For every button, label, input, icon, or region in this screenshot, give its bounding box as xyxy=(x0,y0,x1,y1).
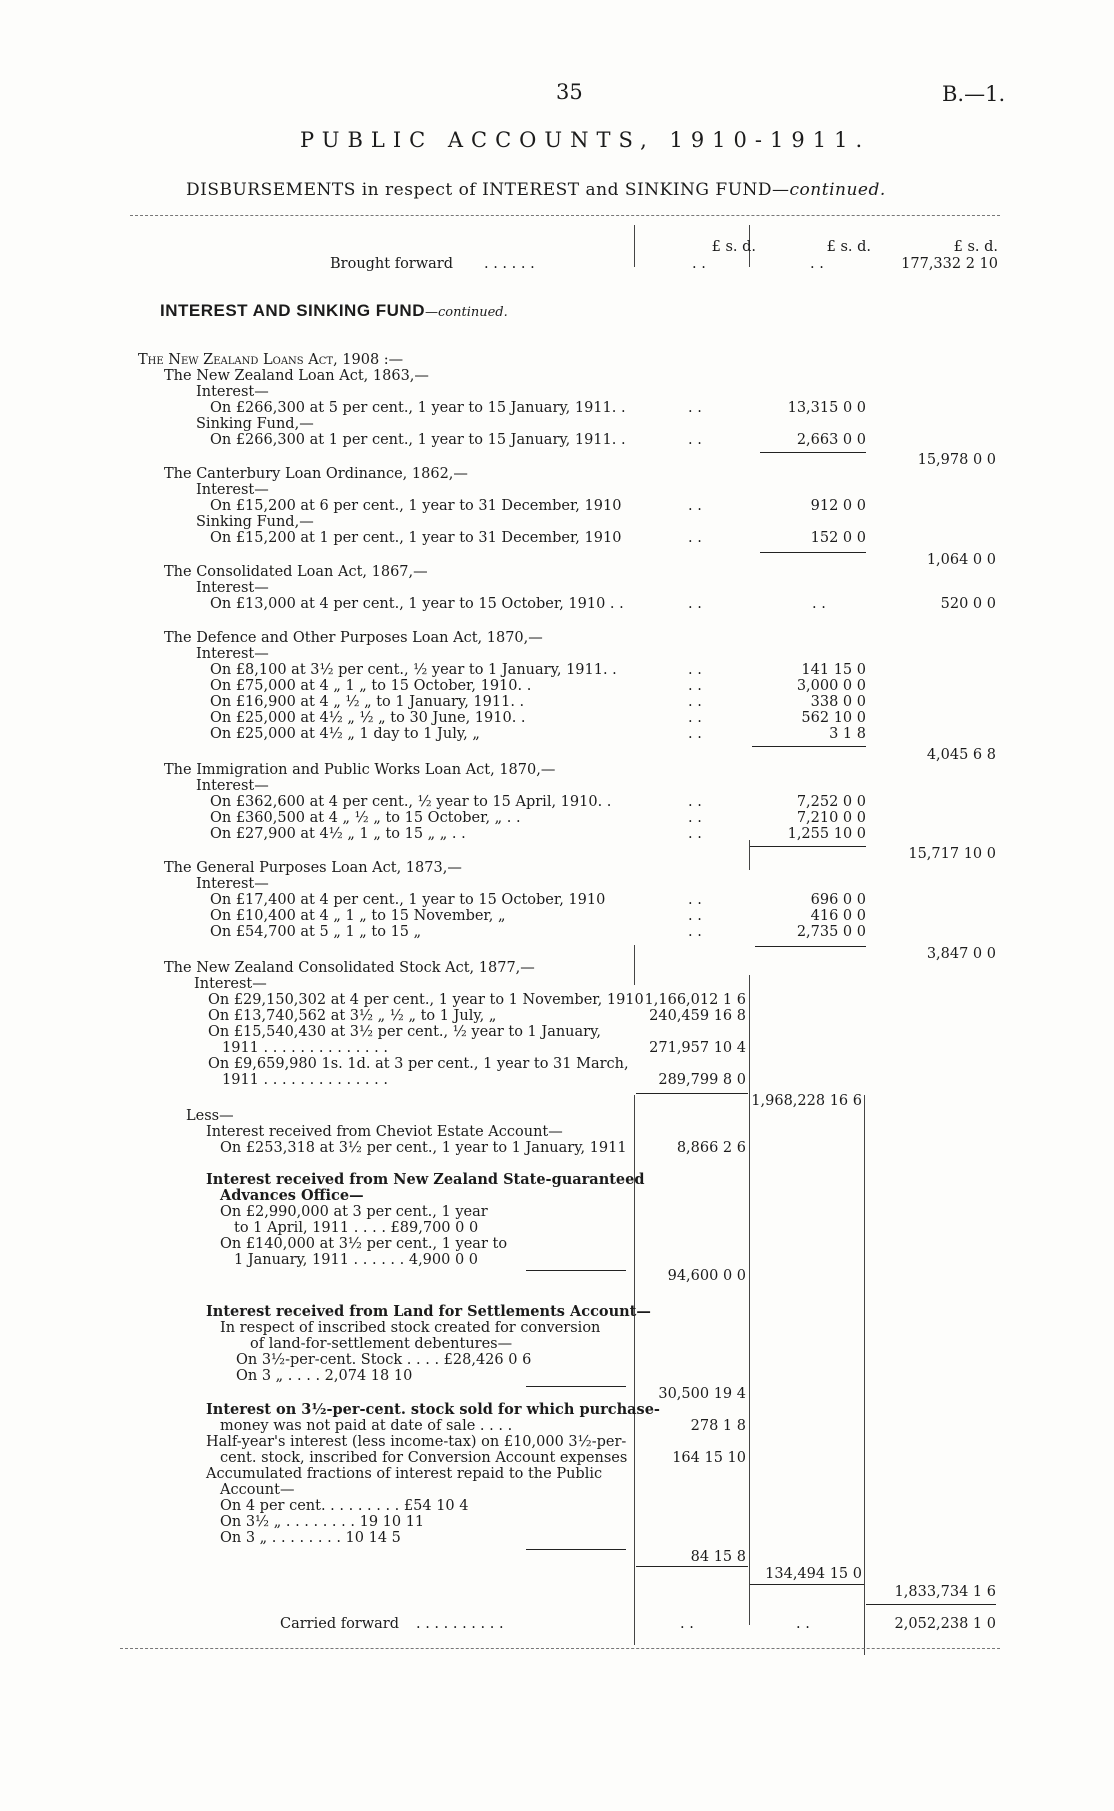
cheviot-amount: 8,866 2 6 xyxy=(676,1140,746,1156)
canterbury-sinking-dots: . . xyxy=(688,530,702,546)
nz-stock-gross-total: 1,968,228 16 6 xyxy=(751,1093,862,1109)
defence-line-1: On £8,100 at 3½ per cent., ½ year to 1 January, 1911. . xyxy=(210,662,617,678)
immigration-dots-2: . . xyxy=(688,810,702,826)
immigration-dots-3: . . xyxy=(688,826,702,842)
immigration-title: The Immigration and Public Works Loan Act, 1870,— xyxy=(164,762,556,778)
land-total: 30,500 19 4 xyxy=(658,1386,746,1402)
section-title: INTEREST AND SINKING FUND xyxy=(160,301,425,320)
general-interest-label: Interest— xyxy=(196,876,269,892)
accumulated-subtotal-rule xyxy=(526,1549,626,1550)
page-title: PUBLIC ACCOUNTS, 1910-1911. xyxy=(300,128,871,152)
defence-interest-label: Interest— xyxy=(196,646,269,662)
carried-forward-dots: . . . . . . . . . . xyxy=(416,1616,504,1632)
defence-dots-2: . . xyxy=(688,678,702,694)
nz-loan-interest-dots: . . xyxy=(688,400,702,416)
accumulated-line-1: On 4 per cent. . . . . . . . . £54 10 4 xyxy=(220,1498,469,1514)
defence-line-3: On £16,900 at 4 „ ½ „ to 1 January, 1911. . xyxy=(210,694,525,710)
defence-amount-4: 562 10 0 xyxy=(801,710,866,726)
land-title-3: of land-for-settlement debentures— xyxy=(250,1336,513,1352)
land-title-1: Interest received from Land for Settlements Account— xyxy=(206,1303,651,1320)
page-number: 35 xyxy=(556,80,583,104)
advances-line-1b: to 1 April, 1911 . . . . £89,700 0 0 xyxy=(234,1220,479,1236)
advances-line-2b: 1 January, 1911 . . . . . . 4,900 0 0 xyxy=(234,1252,479,1268)
immigration-line-2: On £360,500 at 4 „ ½ „ to 15 October, „ . . xyxy=(210,810,521,826)
header-rule xyxy=(130,215,1000,216)
nz-loan-1863-title: The New Zealand Loan Act, 1863,— xyxy=(164,368,429,384)
immigration-line-3: On £27,900 at 4½ „ 1 „ to 15 „ „ . . xyxy=(210,826,466,842)
land-line-2: On 3 „ . . . . 2,074 18 10 xyxy=(236,1368,413,1384)
subtitle-continued: continued. xyxy=(789,180,886,200)
column-rule-1-top xyxy=(634,225,635,267)
accumulated-line-2: On 3½ „ . . . . . . . . 19 10 11 xyxy=(220,1514,425,1530)
nz-stock-line-4a: On £9,659,980 1s. 1d. at 3 per cent., 1 year to 31 March, xyxy=(208,1056,629,1072)
defence-amount-2: 3,000 0 0 xyxy=(796,678,866,694)
brought-forward-c1: . . xyxy=(692,256,706,272)
nz-stock-line-3b: 1911 . . . . . . . . . . . . . . xyxy=(222,1040,388,1056)
advances-title-1: Interest received from New Zealand State-guaranteed xyxy=(206,1171,645,1188)
general-line-2: On £10,400 at 4 „ 1 „ to 15 November, „ xyxy=(210,908,506,924)
nz-loan-sinking-amount: 2,663 0 0 xyxy=(796,432,866,448)
canterbury-title: The Canterbury Loan Ordinance, 1862,— xyxy=(164,466,468,482)
nz-stock-line-2: On £13,740,562 at 3½ „ ½ „ to 1 July, „ xyxy=(208,1008,497,1024)
less-total: 134,494 15 0 xyxy=(765,1566,862,1582)
general-total: 3,847 0 0 xyxy=(926,946,996,962)
sold-title-1: Interest on 3½-per-cent. stock sold for which purchase- xyxy=(206,1401,660,1418)
immigration-interest-label: Interest— xyxy=(196,778,269,794)
nz-loan-total: 15,978 0 0 xyxy=(917,452,996,468)
document-reference: B.—1. xyxy=(942,82,1006,106)
defence-dots-4: . . xyxy=(688,710,702,726)
accumulated-title-1: Accumulated fractions of interest repaid to the Public xyxy=(206,1466,603,1482)
column-heading-3: £ s. d. xyxy=(953,239,998,255)
general-dots-2: . . xyxy=(688,908,702,924)
defence-total: 4,045 6 8 xyxy=(926,747,996,763)
nz-stock-line-3a: On £15,540,430 at 3½ per cent., ½ year to 1 January, xyxy=(208,1024,601,1040)
nz-loan-sinking-line: On £266,300 at 1 per cent., 1 year to 15 January, 1911. . xyxy=(210,432,626,448)
canterbury-sinking-label: Sinking Fund,— xyxy=(196,514,314,530)
defence-line-2: On £75,000 at 4 „ 1 „ to 15 October, 1910. . xyxy=(210,678,532,694)
defence-line-5: On £25,000 at 4½ „ 1 day to 1 July, „ xyxy=(210,726,480,742)
less-total-rule xyxy=(636,1566,748,1567)
brought-forward-c2: . . xyxy=(810,256,824,272)
column-rule-2-stock xyxy=(749,975,750,1625)
canterbury-subtotal-rule xyxy=(760,552,866,553)
brought-forward-dots: . . . . . . xyxy=(484,256,535,272)
net-total-rule xyxy=(750,1584,864,1585)
nz-loan-sinking-label: Sinking Fund,— xyxy=(196,416,314,432)
advances-subtotal-rule xyxy=(526,1270,626,1271)
half-year-title-1: Half-year's interest (less income-tax) on £10,000 3½-per- xyxy=(206,1434,627,1450)
canterbury-interest-amount: 912 0 0 xyxy=(810,498,866,514)
immigration-line-1: On £362,600 at 4 per cent., ½ year to 15 April, 1910. . xyxy=(210,794,612,810)
cheviot-line: On £253,318 at 3½ per cent., 1 year to 1 January, 1911 xyxy=(220,1140,627,1156)
consolidated-dots-1: . . xyxy=(688,596,702,612)
general-dots-1: . . xyxy=(688,892,702,908)
defence-amount-3: 338 0 0 xyxy=(810,694,866,710)
nz-stock-net-total: 1,833,734 1 6 xyxy=(894,1584,996,1600)
carried-forward-total: 2,052,238 1 0 xyxy=(894,1616,996,1632)
carried-forward-c2: . . xyxy=(796,1616,810,1632)
advances-line-2a: On £140,000 at 3½ per cent., 1 year to xyxy=(220,1236,508,1252)
general-amount-2: 416 0 0 xyxy=(810,908,866,924)
nz-stock-gross-rule xyxy=(636,1093,748,1094)
general-dots-3: . . xyxy=(688,924,702,940)
land-line-1: On 3½-per-cent. Stock . . . . £28,426 0 6 xyxy=(236,1352,532,1368)
defence-dots-5: . . xyxy=(688,726,702,742)
brought-forward-total: 177,332 2 10 xyxy=(901,256,998,272)
defence-title: The Defence and Other Purposes Loan Act, 1870,— xyxy=(164,630,543,646)
subtitle-main: DISBURSEMENTS in respect of INTEREST and SINKING FUND— xyxy=(186,180,790,200)
column-rule-3-stock xyxy=(864,1095,865,1655)
accumulated-title-2: Account— xyxy=(220,1482,295,1498)
defence-amount-5: 3 1 8 xyxy=(829,726,866,742)
defence-line-4: On £25,000 at 4½ „ ½ „ to 30 June, 1910. . xyxy=(210,710,526,726)
nz-loans-act-title: The New Zealand Loans Act, 1908 :— xyxy=(138,352,404,368)
nz-stock-amount-2: 240,459 16 8 xyxy=(649,1008,746,1024)
canterbury-total: 1,064 0 0 xyxy=(926,552,996,568)
canterbury-interest-dots: . . xyxy=(688,498,702,514)
general-amount-1: 696 0 0 xyxy=(810,892,866,908)
nz-stock-amount-4: 289,799 8 0 xyxy=(658,1072,746,1088)
nz-stock-title: The New Zealand Consolidated Stock Act, 1877,— xyxy=(164,960,535,976)
nz-loan-subtotal-rule xyxy=(760,452,866,453)
canterbury-sinking-line: On £15,200 at 1 per cent., 1 year to 31 December, 1910 xyxy=(210,530,622,546)
advances-title-2: Advances Office— xyxy=(220,1187,364,1204)
immigration-amount-1: 7,252 0 0 xyxy=(796,794,866,810)
general-line-3: On £54,700 at 5 „ 1 „ to 15 „ xyxy=(210,924,422,940)
defence-dots-3: . . xyxy=(688,694,702,710)
defence-amount-1: 141 15 0 xyxy=(801,662,866,678)
immigration-amount-3: 1,255 10 0 xyxy=(787,826,866,842)
general-subtotal-rule xyxy=(755,946,866,947)
land-subtotal-rule xyxy=(526,1386,626,1387)
nz-loan-interest-label: Interest— xyxy=(196,384,269,400)
half-year-title-2: cent. stock, inscribed for Conversion Account expenses xyxy=(220,1450,628,1466)
defence-subtotal-rule xyxy=(752,746,866,747)
nz-stock-amount-3: 271,957 10 4 xyxy=(649,1040,746,1056)
half-year-amount: 164 15 10 xyxy=(672,1450,746,1466)
accumulated-total: 84 15 8 xyxy=(690,1549,746,1565)
nz-stock-interest-label: Interest— xyxy=(194,976,267,992)
general-line-1: On £17,400 at 4 per cent., 1 year to 15 October, 1910 xyxy=(210,892,606,908)
immigration-subtotal-rule xyxy=(750,846,866,847)
section-continued: —continued. xyxy=(425,305,508,320)
nz-loan-sinking-dots: . . xyxy=(688,432,702,448)
column-rule-2-immigration xyxy=(749,840,750,870)
consolidated-interest-label: Interest— xyxy=(196,580,269,596)
cheviot-title: Interest received from Cheviot Estate Account— xyxy=(206,1124,563,1140)
consolidated-title: The Consolidated Loan Act, 1867,— xyxy=(164,564,428,580)
land-title-2: In respect of inscribed stock created for conversion xyxy=(220,1320,601,1336)
immigration-total: 15,717 10 0 xyxy=(908,846,996,862)
advances-line-1a: On £2,990,000 at 3 per cent., 1 year xyxy=(220,1204,488,1220)
carried-forward-rule xyxy=(866,1604,996,1605)
sold-title-2: money was not paid at date of sale . . . . xyxy=(220,1418,513,1434)
canterbury-interest-line: On £15,200 at 6 per cent., 1 year to 31 December, 1910 xyxy=(210,498,622,514)
nz-stock-line-4b: 1911 . . . . . . . . . . . . . . xyxy=(222,1072,388,1088)
canterbury-sinking-amount: 152 0 0 xyxy=(810,530,866,546)
immigration-amount-2: 7,210 0 0 xyxy=(796,810,866,826)
nz-loan-interest-amount: 13,315 0 0 xyxy=(787,400,866,416)
less-label: Less— xyxy=(186,1108,234,1124)
consolidated-interest-line: On £13,000 at 4 per cent., 1 year to 15 October, 1910 . . xyxy=(210,596,624,612)
section-heading xyxy=(160,303,508,321)
canterbury-interest-label: Interest— xyxy=(196,482,269,498)
nz-loan-interest-line: On £266,300 at 5 per cent., 1 year to 15 January, 1911. . xyxy=(210,400,626,416)
consolidated-dots-2: . . xyxy=(812,596,826,612)
brought-forward-label: Brought forward xyxy=(330,256,454,272)
nz-stock-amount-1: 1,166,012 1 6 xyxy=(644,992,746,1008)
consolidated-total: 520 0 0 xyxy=(940,596,996,612)
general-title: The General Purposes Loan Act, 1873,— xyxy=(164,860,462,876)
page-subtitle xyxy=(186,182,886,198)
advances-total: 94,600 0 0 xyxy=(667,1268,746,1284)
column-rule-1-stock xyxy=(634,945,635,985)
general-amount-3: 2,735 0 0 xyxy=(796,924,866,940)
sold-amount: 278 1 8 xyxy=(690,1418,746,1434)
accumulated-line-3: On 3 „ . . . . . . . . 10 14 5 xyxy=(220,1530,401,1546)
nz-stock-line-1: On £29,150,302 at 4 per cent., 1 year to 1 November, 1910 xyxy=(208,992,644,1008)
column-heading-2: £ s. d. xyxy=(826,239,871,255)
defence-dots-1: . . xyxy=(688,662,702,678)
immigration-dots-1: . . xyxy=(688,794,702,810)
footer-rule xyxy=(120,1648,1000,1649)
carried-forward-c1: . . xyxy=(680,1616,694,1632)
column-heading-1: £ s. d. xyxy=(711,239,756,255)
carried-forward-label: Carried forward xyxy=(280,1616,400,1632)
